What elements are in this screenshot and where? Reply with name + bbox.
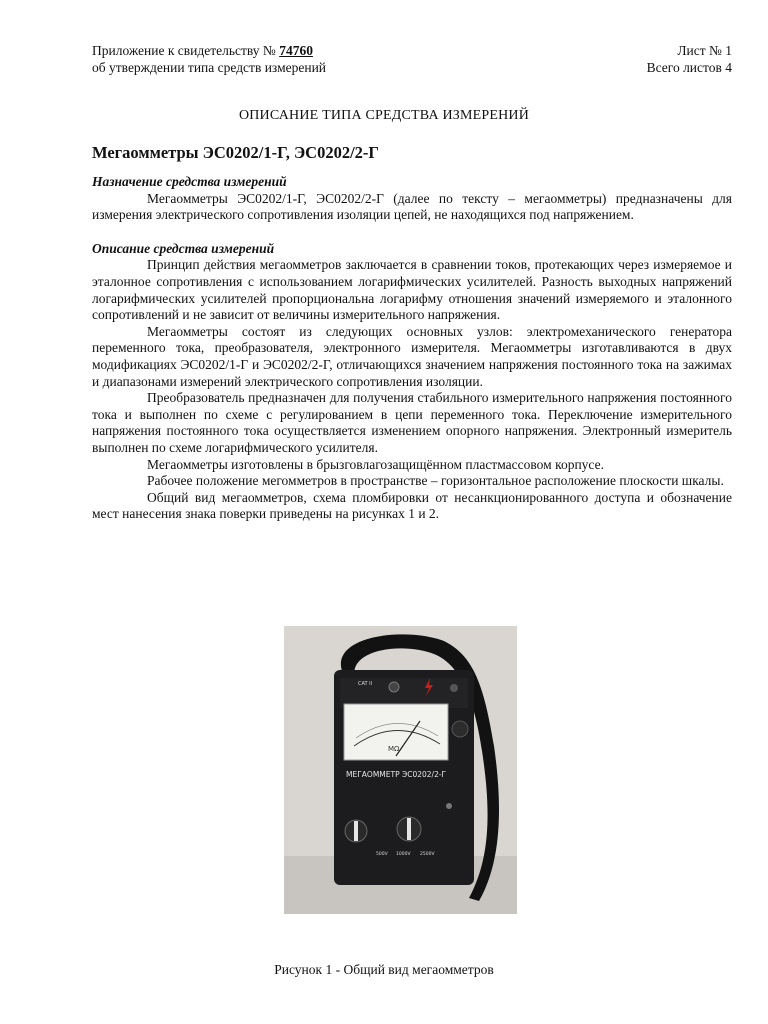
description-paragraph: Общий вид мегаомметров, схема пломбировки от несанкционированного доступа и обозначение мест нанесения знака поверки приведены на рисунках 1 и 2. [92,489,732,522]
terminal-e-icon [450,684,458,692]
page-header [92,42,732,76]
description-paragraph: Рабочее положение мегомметров в пространстве – горизонтальное расположение плоскости шкалы. [147,473,724,489]
cat-label: CAT II [358,681,373,687]
description-paragraph: Принцип действия мегаомметров заключается в сравнении токов, протекающих через измеряемое и эталонное сопротивления с использованием логарифмических усилителей. Разность выходных напряжений логарифмических усилителей пропорциональна логарифму отношения значений измеряемого и эталонного сопротивлений и не зависит от величины измерительного напряжения. [92,257,732,323]
approval-line: об утверждении типа средств измерений [92,60,327,75]
range-label: 2500V [420,852,435,857]
device-label: МЕГАОММЕТР ЭС0202/2-Г [346,770,447,779]
description-paragraph: Преобразователь предназначен для получения стабильного измерительного напряжения постоянного тока и выполнен по схеме с регулированием в цепи переменного тока. Переключение измерительного напряжения постоянного тока осуществляется изменением опорного напряжения. Электронный измеритель выполнен по схеме логарифмического усилителя. [92,390,732,455]
terminal-icon [389,682,399,692]
description-paragraph: Мегаомметры состоят из следующих основных узлов: электромеханического генератора переменного тока, преобразователя, электронного измерителя. Мегаомметры изготавливаются в двух модификациях ЭС0202/1-Г и ЭС0202/2-Г, отличающихся значением напряжения постоянного тока на зажимах и диапазонами измерений электрического сопротивления изоляции. [92,323,732,389]
document-title: ОПИСАНИЕ ТИПА СРЕДСТВА ИЗМЕРЕНИЙ [238,108,530,123]
certificate-number: 74760 [279,43,313,58]
scale-unit-label: MΩ [388,745,400,753]
adjust-knob [452,721,468,737]
purpose-heading: Назначение средства измерений [92,174,287,189]
total-sheets: Всего листов 4 [646,60,732,75]
purpose-text: Мегаомметры ЭС0202/1-Г, ЭС0202/2-Г (далее по тексту – мегаомметры) предназначены для измерения электрического сопротивления изоляции цепей, не находящихся под напряжением. [92,190,732,223]
device-photo [284,626,517,914]
range-label: 1000V [396,852,411,857]
certificate-line: Приложение к свидетельству № 74760 [92,43,313,58]
knob-pointer [354,821,358,841]
product-name: Мегаомметры ЭС0202/1-Г, ЭС0202/2-Г [92,143,379,162]
figure-caption: Рисунок 1 - Общий вид мегаомметров [274,962,494,977]
description-heading: Описание средства измерений [92,240,275,256]
sheet-number: Лист № 1 [677,43,732,58]
indicator-lamp [446,803,452,809]
range-label: 500V [376,852,388,857]
document-body [92,174,732,523]
description-paragraph: Мегаомметры изготовлены в брызговлагозащищённом пластмассовом корпусе. [147,456,604,472]
knob-pointer [407,818,411,840]
